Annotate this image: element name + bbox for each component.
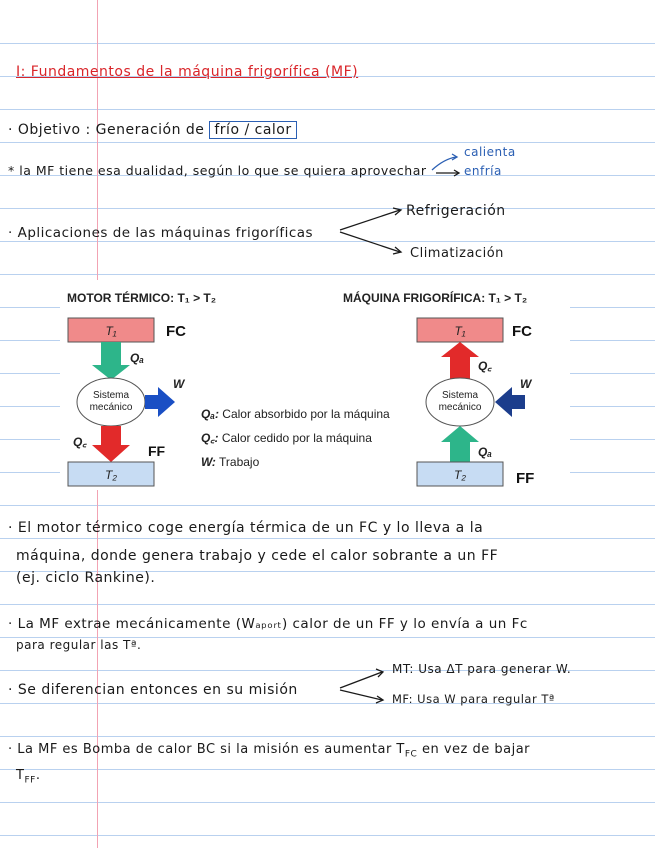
motor-w-label: W: [173, 377, 185, 391]
mf-w-arrow: [495, 387, 525, 417]
mf-t1-label: T₁: [454, 324, 466, 338]
motor-t1-label: T₁: [105, 324, 117, 338]
mf-paragraph-line-1: · La MF extrae mecánicamente (Wₐₚₒᵣₜ) calor de un FF y lo envía a un Fc: [8, 616, 528, 632]
difference-text: · Se diferencian entonces en su misión: [8, 682, 298, 698]
motor-fc-label: FC: [166, 323, 186, 340]
mf-paragraph-line-2: para regular las Tª.: [16, 638, 142, 652]
mf-ff-label: FF: [516, 470, 535, 487]
application-climatization: Climatización: [410, 246, 504, 261]
duality-option-heat: calienta: [464, 145, 516, 159]
motor-qc-label: Q꜀: [73, 435, 87, 449]
objective-line: [8, 122, 297, 138]
difference-arrows: [338, 660, 398, 710]
motor-t2-label: T₂: [105, 468, 117, 482]
motor-paragraph-line-3: (ej. ciclo Rankine).: [16, 570, 156, 586]
motor-ff-label: FF: [148, 443, 166, 459]
mf-system-label-2: mecánico: [438, 402, 482, 413]
mf-qa-arrow: [441, 426, 479, 462]
mf-qc-label: Q꜀: [478, 359, 492, 373]
application-refrigeration: Refrigeración: [406, 203, 506, 219]
diagram-svg: [60, 280, 570, 490]
legend-qa: Qₐ: Calor absorbido por la máquina: [201, 407, 390, 421]
duality-note: [8, 163, 427, 178]
difference-mt: MT: Usa ΔT para generar W.: [392, 662, 572, 676]
motor-qc-arrow: [92, 426, 130, 462]
motor-title: MOTOR TÉRMICO: T₁ > T₂: [67, 291, 217, 305]
difference-mf: MF: Usa W para regular Tª: [392, 692, 555, 706]
mf-fc-label: FC: [512, 323, 532, 340]
heat-pump-line-1: · La MF es Bomba de calor BC si la misión es aumentar $T_{FC}$ en vez de bajar: [8, 742, 531, 760]
duality-note-text: * la MF tiene esa dualidad, según lo que se quiera aprovechar: [8, 163, 427, 178]
objective-label: · Objetivo : Generación de: [8, 122, 205, 138]
thermal-machines-diagram: [60, 280, 570, 490]
motor-system-label-2: mecánico: [89, 402, 133, 413]
mf-system-label-1: Sistema: [441, 390, 479, 401]
mf-title: MÁQUINA FRIGORÍFICA: T₁ > T₂: [343, 291, 528, 305]
duality-option-cool: enfría: [464, 164, 502, 178]
motor-system-label-1: Sistema: [92, 390, 130, 401]
mf-qc-arrow: [441, 342, 479, 380]
motor-paragraph-line-2: máquina, donde genera trabajo y cede el calor sobrante a un FF: [16, 548, 499, 564]
motor-w-arrow: [145, 387, 175, 417]
legend-qc: Q꜀: Calor cedido por la máquina: [201, 431, 372, 445]
motor-qa-label: Qₐ: [130, 351, 144, 365]
page-title: I: Fundamentos de la máquina frigorífica (MF): [16, 64, 359, 80]
objective-boxed-text: frío / calor: [209, 121, 296, 139]
mf-w-label: W: [520, 377, 532, 391]
applications-arrows: [338, 200, 408, 260]
legend-w: W: Trabajo: [201, 455, 260, 469]
motor-paragraph-line-1: · El motor térmico coge energía térmica de un FC y lo lleva a la: [8, 520, 484, 536]
applications-text: · Aplicaciones de las máquinas frigoríficas: [8, 225, 314, 241]
mf-t2-label: T₂: [454, 468, 466, 482]
heat-pump-line-2: $T_{FF}$.: [16, 768, 41, 786]
mf-qa-label: Qₐ: [478, 445, 492, 459]
motor-qa-arrow: [92, 342, 130, 380]
